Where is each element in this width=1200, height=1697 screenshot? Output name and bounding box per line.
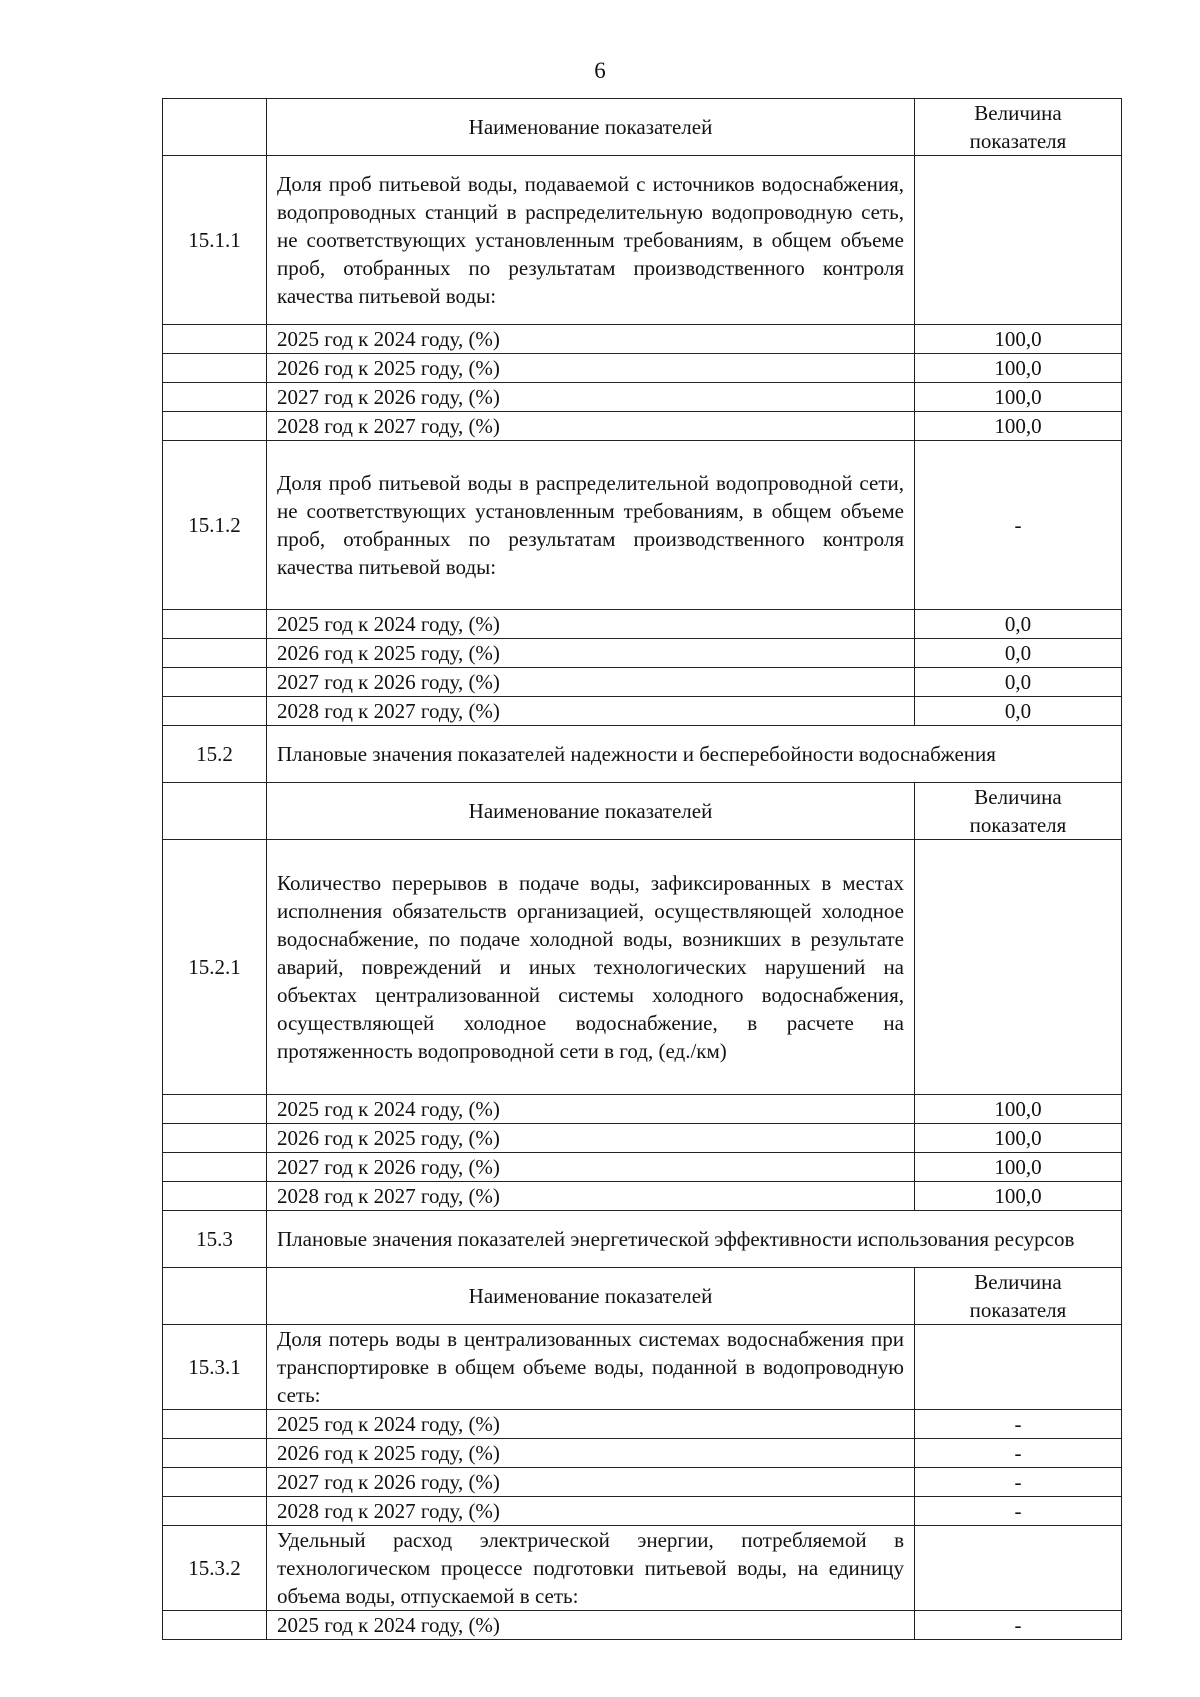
indicator-row xyxy=(163,1526,1122,1611)
header-name-cell: Наименование показателей xyxy=(267,783,915,840)
indicator-row xyxy=(163,1325,1122,1410)
indicator-row xyxy=(163,156,1122,325)
page-number: 6 xyxy=(594,58,606,83)
year-row-label: 2027 год к 2026 году, (%) xyxy=(267,1468,915,1497)
year-row-number xyxy=(163,383,267,412)
section-number: 15.3 xyxy=(163,1211,267,1268)
year-row xyxy=(163,1439,1122,1468)
indicator-number: 15.3.1 xyxy=(163,1325,267,1410)
year-row-value: 0,0 xyxy=(915,639,1122,668)
indicator-number: 15.1.2 xyxy=(163,441,267,610)
year-row-number xyxy=(163,1124,267,1153)
year-row-label: 2025 год к 2024 году, (%) xyxy=(267,325,915,354)
year-row-value: 0,0 xyxy=(915,668,1122,697)
year-row-value: - xyxy=(915,1468,1122,1497)
year-row-label: 2025 год к 2024 году, (%) xyxy=(267,1095,915,1124)
year-row xyxy=(163,1410,1122,1439)
indicator-value: - xyxy=(915,441,1122,610)
year-row-number xyxy=(163,412,267,441)
header-number-cell xyxy=(163,783,267,840)
year-row xyxy=(163,1497,1122,1526)
header-value-cell: Величина показателя xyxy=(915,1268,1122,1325)
year-row-label: 2027 год к 2026 году, (%) xyxy=(267,383,915,412)
year-row-number xyxy=(163,1611,267,1640)
section-title: Плановые значения показателей энергетической эффективности использования ресурсов xyxy=(267,1211,1122,1268)
indicator-value xyxy=(915,840,1122,1095)
year-row xyxy=(163,383,1122,412)
indicator-description: Доля проб питьевой воды в распределительной водопроводной сети, не соответствующих установленным требованиям, в общем объеме проб, отобранных по результатам производственного контроля качества питьевой воды: xyxy=(267,441,915,610)
indicator-number: 15.1.1 xyxy=(163,156,267,325)
section-title: Плановые значения показателей надежности и бесперебойности водоснабжения xyxy=(267,726,1122,783)
year-row-label: 2025 год к 2024 году, (%) xyxy=(267,1611,915,1640)
year-row-number xyxy=(163,1153,267,1182)
year-row-number xyxy=(163,697,267,726)
year-row-value: 100,0 xyxy=(915,1153,1122,1182)
year-row-value: 100,0 xyxy=(915,1182,1122,1211)
year-row-label: 2026 год к 2025 году, (%) xyxy=(267,354,915,383)
year-row-value: 100,0 xyxy=(915,1095,1122,1124)
year-row-value: 0,0 xyxy=(915,697,1122,726)
year-row-label: 2027 год к 2026 году, (%) xyxy=(267,1153,915,1182)
year-row-label: 2026 год к 2025 году, (%) xyxy=(267,1439,915,1468)
section-number: 15.2 xyxy=(163,726,267,783)
indicator-description: Удельный расход электрической энергии, потребляемой в технологическом процессе подготовки питьевой воды, на единицу объема воды, отпускаемой в сеть: xyxy=(267,1526,915,1611)
indicator-description: Количество перерывов в подаче воды, зафиксированных в местах исполнения обязательств организацией, осуществляющей холодное водоснабжение, по подаче холодной воды, возникших в результате аварий, повреждений и иных технологических нарушений на объектах централизованной системы холодного водоснабжения, осуществляющей холодное водоснабжение, в расчете на протяженность водопроводной сети в год, (ед./км) xyxy=(267,840,915,1095)
year-row-number xyxy=(163,1095,267,1124)
year-row xyxy=(163,697,1122,726)
year-row-value: 100,0 xyxy=(915,325,1122,354)
section-row xyxy=(163,726,1122,783)
year-row xyxy=(163,1182,1122,1211)
year-row-value: - xyxy=(915,1439,1122,1468)
header-value-cell: Величина показателя xyxy=(915,783,1122,840)
table-header-row xyxy=(163,1268,1122,1325)
year-row-label: 2028 год к 2027 году, (%) xyxy=(267,1497,915,1526)
indicator-description: Доля проб питьевой воды, подаваемой с источников водоснабжения, водопроводных станций в распределительную водопроводную сеть, не соответствующих установленным требованиям, в общем объеме проб, отобранных по результатам производственного контроля качества питьевой воды: xyxy=(267,156,915,325)
indicator-description: Доля потерь воды в централизованных системах водоснабжения при транспортировке в общем объеме воды, поданной в водопроводную сеть: xyxy=(267,1325,915,1410)
indicator-row xyxy=(163,441,1122,610)
year-row-label: 2026 год к 2025 году, (%) xyxy=(267,1124,915,1153)
year-row-number xyxy=(163,1439,267,1468)
year-row-value: - xyxy=(915,1497,1122,1526)
indicator-number: 15.3.2 xyxy=(163,1526,267,1611)
year-row-number xyxy=(163,668,267,697)
year-row-number xyxy=(163,1182,267,1211)
year-row-value: - xyxy=(915,1611,1122,1640)
year-row-value: - xyxy=(915,1410,1122,1439)
header-number-cell xyxy=(163,99,267,156)
year-row-label: 2028 год к 2027 году, (%) xyxy=(267,1182,915,1211)
year-row xyxy=(163,1095,1122,1124)
table-header-row xyxy=(163,783,1122,840)
header-name-cell: Наименование показателей xyxy=(267,1268,915,1325)
indicator-value xyxy=(915,1526,1122,1611)
year-row-number xyxy=(163,354,267,383)
header-name-cell: Наименование показателей xyxy=(267,99,915,156)
year-row xyxy=(163,639,1122,668)
year-row xyxy=(163,610,1122,639)
year-row-number xyxy=(163,610,267,639)
indicator-number: 15.2.1 xyxy=(163,840,267,1095)
table-header-row xyxy=(163,99,1122,156)
year-row-value: 100,0 xyxy=(915,1124,1122,1153)
year-row-label: 2025 год к 2024 году, (%) xyxy=(267,610,915,639)
indicators-table xyxy=(162,98,1122,1640)
year-row-label: 2028 год к 2027 году, (%) xyxy=(267,697,915,726)
year-row xyxy=(163,1611,1122,1640)
year-row-value: 0,0 xyxy=(915,610,1122,639)
section-row xyxy=(163,1211,1122,1268)
year-row xyxy=(163,1153,1122,1182)
year-row-value: 100,0 xyxy=(915,383,1122,412)
header-value-cell: Величина показателя xyxy=(915,99,1122,156)
year-row-label: 2028 год к 2027 году, (%) xyxy=(267,412,915,441)
year-row-label: 2027 год к 2026 году, (%) xyxy=(267,668,915,697)
indicator-value xyxy=(915,156,1122,325)
year-row-number xyxy=(163,325,267,354)
indicator-row xyxy=(163,840,1122,1095)
year-row-value: 100,0 xyxy=(915,354,1122,383)
year-row xyxy=(163,412,1122,441)
year-row-label: 2026 год к 2025 году, (%) xyxy=(267,639,915,668)
year-row-number xyxy=(163,639,267,668)
year-row-value: 100,0 xyxy=(915,412,1122,441)
year-row xyxy=(163,1468,1122,1497)
indicator-value xyxy=(915,1325,1122,1410)
year-row xyxy=(163,1124,1122,1153)
year-row-number xyxy=(163,1468,267,1497)
year-row xyxy=(163,668,1122,697)
year-row xyxy=(163,354,1122,383)
header-number-cell xyxy=(163,1268,267,1325)
year-row xyxy=(163,325,1122,354)
year-row-label: 2025 год к 2024 году, (%) xyxy=(267,1410,915,1439)
year-row-number xyxy=(163,1497,267,1526)
year-row-number xyxy=(163,1410,267,1439)
